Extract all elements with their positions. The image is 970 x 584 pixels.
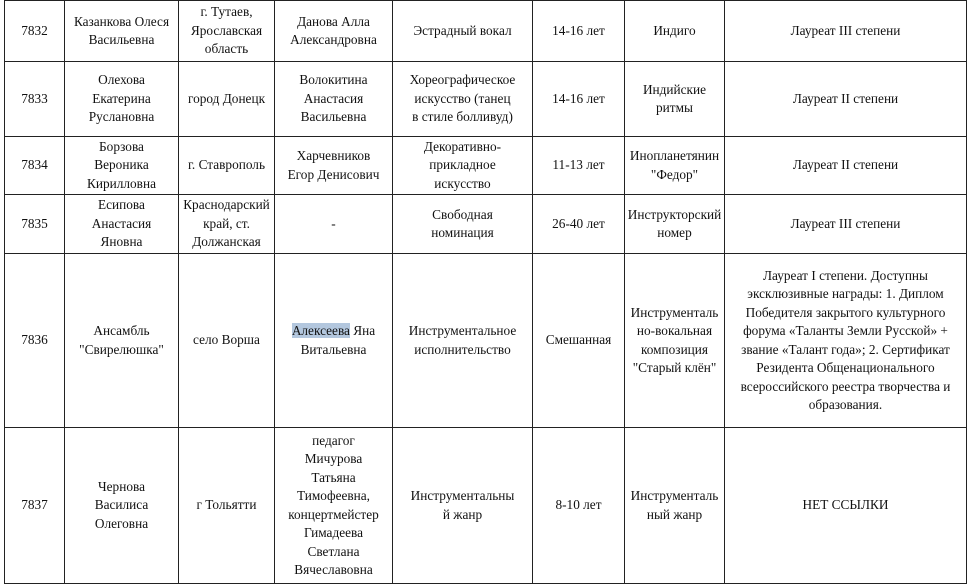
cell-result: Лауреат III степени	[725, 195, 967, 254]
cell-result: Лауреат II степени	[725, 62, 967, 137]
cell-age: 11-13 лет	[533, 137, 625, 195]
cell-nomination: Инструментальное исполнительство	[393, 254, 533, 428]
table-row	[5, 62, 967, 137]
table-row	[5, 428, 967, 584]
cell-id: 7837	[5, 428, 65, 584]
cell-title: Инопланетянин "Федор"	[625, 137, 725, 195]
cell-city: г. Тутаев, Ярославская область	[179, 1, 275, 62]
cell-nomination: Инструментальны й жанр	[393, 428, 533, 584]
cell-name: Казанкова Олеся Васильевна	[65, 1, 179, 62]
cell-name: Ансамбль "Свирелюшка"	[65, 254, 179, 428]
results-table	[4, 0, 967, 584]
selected-text-highlight[interactable]: Алексеева	[291, 323, 350, 338]
cell-teacher: -	[275, 195, 393, 254]
cell-id: 7832	[5, 1, 65, 62]
table-row	[5, 1, 967, 62]
cell-result: НЕТ ССЫЛКИ	[725, 428, 967, 584]
cell-nomination: Хореографическое искусство (танец в стиле болливуд)	[393, 62, 533, 137]
cell-teacher: Волокитина Анастасия Васильевна	[275, 62, 393, 137]
cell-title: Индиго	[625, 1, 725, 62]
cell-title: Инструкторский номер	[625, 195, 725, 254]
cell-result: Лауреат III степени	[725, 1, 967, 62]
cell-nomination: Эстрадный вокал	[393, 1, 533, 62]
cell-name: Есипова Анастасия Яновна	[65, 195, 179, 254]
cell-city: село Ворша	[179, 254, 275, 428]
cell-nomination: Декоративно- прикладное искусство	[393, 137, 533, 195]
cell-teacher: педагог Мичурова Татьяна Тимофеевна, концертмейстер Гимадеева Светлана Вячеславовна	[275, 428, 393, 584]
cell-result: Лауреат I степени. Доступны эксклюзивные награды: 1. Диплом Победителя закрытого культурного форума «Таланты Земли Русской» + звание «Талант года»; 2. Сертификат Резидента Общенационального всероссийского реестра творчества и образования.	[725, 254, 967, 428]
cell-id: 7836	[5, 254, 65, 428]
cell-age: 14-16 лет	[533, 62, 625, 137]
cell-age: 8-10 лет	[533, 428, 625, 584]
cell-age: 26-40 лет	[533, 195, 625, 254]
cell-id: 7835	[5, 195, 65, 254]
cell-teacher: Харчевников Егор Денисович	[275, 137, 393, 195]
cell-teacher: Данова Алла Александровна	[275, 1, 393, 62]
cell-age: Смешанная	[533, 254, 625, 428]
cell-city: город Донецк	[179, 62, 275, 137]
cell-name: Борзова Вероника Кирилловна	[65, 137, 179, 195]
cell-title: Инструменталь но-вокальная композиция "Старый клён"	[625, 254, 725, 428]
cell-id: 7834	[5, 137, 65, 195]
cell-name: Чернова Василиса Олеговна	[65, 428, 179, 584]
cell-teacher: Алексеева Яна Витальевна	[275, 254, 393, 428]
table-row	[5, 137, 967, 195]
cell-name: Олехова Екатерина Руслановна	[65, 62, 179, 137]
cell-city: г. Ставрополь	[179, 137, 275, 195]
cell-city: г Тольятти	[179, 428, 275, 584]
cell-nomination: Свободная номинация	[393, 195, 533, 254]
table-row	[5, 195, 967, 254]
cell-result: Лауреат II степени	[725, 137, 967, 195]
cell-id: 7833	[5, 62, 65, 137]
cell-city: Краснодарский край, ст. Должанская	[179, 195, 275, 254]
table-row	[5, 254, 967, 428]
cell-title: Инструменталь ный жанр	[625, 428, 725, 584]
cell-age: 14-16 лет	[533, 1, 625, 62]
cell-title: Индийские ритмы	[625, 62, 725, 137]
